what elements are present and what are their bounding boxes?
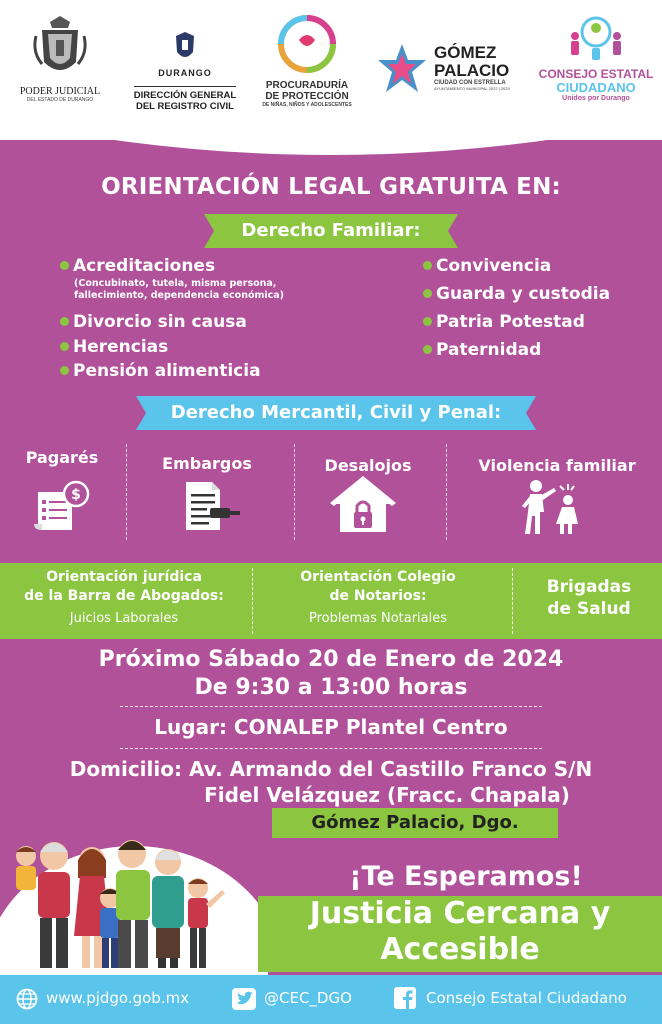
notarios-sub: Problemas Notariales bbox=[308, 611, 448, 626]
bullet-dot bbox=[60, 261, 69, 270]
consejo-estatal-logo bbox=[536, 14, 656, 102]
event-city: Gómez Palacio, Dgo. bbox=[272, 808, 558, 838]
logo1-line2: DEL ESTADO DE DURANGO bbox=[26, 97, 94, 103]
footer-twitter[interactable]: @CEC_DGO bbox=[264, 989, 352, 1007]
familiar-heading: Derecho Familiar: bbox=[241, 220, 421, 241]
logo3-line3: DE NIÑAS, NIÑOS Y ADOLESCENTES bbox=[262, 102, 352, 108]
orientacion-barra bbox=[4, 568, 244, 627]
logo3-line2: DE PROTECCIÓN bbox=[265, 91, 349, 102]
notarios-line2: de Notarios: bbox=[329, 588, 427, 604]
event-date: Próximo Sábado 20 de Enero de 2024 bbox=[98, 647, 564, 672]
divider-2 bbox=[120, 748, 542, 749]
acreditaciones-note-line2: fallecimiento, dependencia económica) bbox=[74, 290, 285, 301]
orientacion-separator-2 bbox=[512, 568, 513, 634]
embargos-label: Embargos bbox=[162, 454, 252, 473]
bullet-dot bbox=[423, 317, 432, 326]
eviction-house-icon bbox=[330, 476, 396, 536]
logo4-line3: CIUDAD CON ESTRELLA bbox=[434, 80, 506, 86]
logo3-line1: PROCURADURÍA bbox=[265, 80, 349, 91]
acreditaciones-note-line1: (Concubinato, tutela, misma persona, bbox=[74, 278, 277, 289]
g-star-icon bbox=[374, 42, 430, 96]
salud-line1: Brigadas bbox=[546, 577, 632, 597]
slogan-line2: Accesible bbox=[380, 932, 540, 967]
mercantil-separator-1 bbox=[126, 444, 127, 540]
family-illustration bbox=[0, 826, 268, 976]
footer-website[interactable]: www.pjdgo.gob.mx bbox=[46, 989, 190, 1007]
logo1-line1: PODER JUDICIAL bbox=[19, 86, 101, 97]
poder-judicial-logo bbox=[10, 12, 110, 103]
logo5-line1: CONSEJO ESTATAL bbox=[538, 67, 654, 81]
bullet-dot bbox=[423, 345, 432, 354]
gomez-palacio-logo bbox=[374, 38, 524, 98]
barra-line1: Orientación jurídica bbox=[46, 569, 202, 585]
logo2-line1: DIRECCIÓN GENERAL bbox=[133, 90, 237, 101]
seizure-document-icon bbox=[180, 478, 242, 534]
orientacion-separator-1 bbox=[252, 568, 253, 634]
closing-greeting: ¡Te Esperamos! bbox=[349, 861, 583, 892]
familiar-item-acreditaciones: Acreditaciones bbox=[60, 256, 215, 276]
logo4-line1: GÓMEZ bbox=[434, 43, 497, 62]
header-curve bbox=[0, 100, 662, 180]
orientacion-salud bbox=[516, 576, 662, 620]
facebook-icon bbox=[394, 987, 416, 1009]
twitter-icon bbox=[232, 988, 256, 1010]
familiar-item-paternidad: Paternidad bbox=[423, 340, 541, 360]
logo2-line2: DEL REGISTRO CIVIL bbox=[135, 101, 234, 112]
bullet-dot bbox=[60, 342, 69, 351]
promissory-note-icon bbox=[32, 478, 92, 534]
event-time: De 9:30 a 13:00 horas bbox=[194, 675, 468, 700]
children-protection-icon bbox=[277, 14, 337, 76]
pagares-label: Pagarés bbox=[25, 448, 99, 467]
event-address-line2: Fidel Velázquez (Fracc. Chapala) bbox=[204, 783, 570, 807]
barra-sub: Juicios Laborales bbox=[69, 611, 179, 626]
divider-1 bbox=[120, 706, 542, 707]
barra-line2: de la Barra de Abogados: bbox=[24, 588, 224, 604]
coat-of-arms-icon bbox=[30, 12, 90, 82]
familiar-item-convivencia: Convivencia bbox=[423, 256, 551, 276]
event-address-line1: Domicilio: Av. Armando del Castillo Franco S/N bbox=[69, 757, 593, 781]
mercantil-separator-3 bbox=[446, 444, 447, 540]
mercantil-separator-2 bbox=[294, 444, 295, 540]
registro-civil-logo bbox=[118, 30, 252, 112]
mercantil-heading: Derecho Mercantil, Civil y Penal: bbox=[170, 402, 502, 423]
familiar-item-pension: Pensión alimenticia bbox=[60, 361, 261, 381]
salud-line2: de Salud bbox=[547, 599, 631, 619]
main-title: ORIENTACIÓN LEGAL GRATUITA EN: bbox=[101, 174, 561, 200]
bullet-dot bbox=[60, 317, 69, 326]
logo5-line3: Unidos por Durango bbox=[562, 95, 630, 102]
durango-shield-icon bbox=[172, 30, 198, 64]
bullet-dot bbox=[60, 366, 69, 375]
footer-facebook[interactable]: Consejo Estatal Ciudadano bbox=[426, 989, 627, 1007]
citizens-council-icon bbox=[561, 14, 631, 64]
family-violence-icon bbox=[516, 476, 586, 538]
desalojos-label: Desalojos bbox=[324, 456, 412, 475]
familiar-item-herencias: Herencias bbox=[60, 337, 168, 357]
slogan-line1: Justicia Cercana y bbox=[309, 896, 611, 931]
bullet-dot bbox=[423, 261, 432, 270]
svg-text:$: $ bbox=[71, 487, 81, 503]
familiar-item-patria: Patria Potestad bbox=[423, 312, 585, 332]
logo5-line2: CIUDADANO bbox=[556, 80, 636, 95]
familiar-item-guarda: Guarda y custodia bbox=[423, 284, 610, 304]
procuraduria-logo bbox=[252, 14, 362, 108]
footer bbox=[0, 975, 662, 1024]
logo4-line4: AYUNTAMIENTO MUNICIPAL 2022 | 2025 bbox=[434, 86, 510, 91]
logo2-top: DURANGO bbox=[158, 68, 212, 78]
logo4-line2: PALACIO bbox=[434, 61, 510, 80]
event-place: Lugar: CONALEP Plantel Centro bbox=[154, 715, 508, 739]
notarios-line1: Orientación Colegio bbox=[300, 569, 456, 585]
globe-icon bbox=[16, 988, 38, 1010]
bullet-dot bbox=[423, 289, 432, 298]
violencia-label: Violencia familiar bbox=[478, 456, 636, 475]
orientacion-notarios bbox=[258, 568, 498, 627]
familiar-item-divorcio: Divorcio sin causa bbox=[60, 312, 247, 332]
